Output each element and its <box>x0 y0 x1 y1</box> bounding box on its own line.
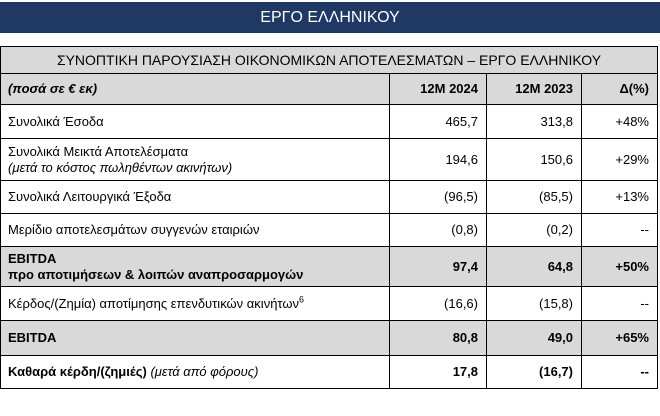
financial-summary-table <box>0 46 658 389</box>
value-2023: (85,5) <box>487 181 582 214</box>
table-header-row <box>1 74 658 105</box>
value-delta: +48% <box>582 105 658 139</box>
value-delta: -- <box>582 356 658 389</box>
row-label: EBITDA <box>8 250 57 266</box>
value-2024: (0,8) <box>390 214 487 247</box>
row-note: (μετά από φόρους) <box>150 364 259 379</box>
row-label: Μερίδιο αποτελεσμάτων συγγενών εταιριών <box>1 214 390 247</box>
value-delta: +29% <box>582 139 658 181</box>
value-delta: -- <box>582 287 658 321</box>
table-row <box>1 105 658 139</box>
value-delta: +65% <box>582 321 658 356</box>
row-label-cell <box>1 287 390 321</box>
table-row <box>1 356 658 389</box>
value-2023: 64,8 <box>487 247 582 287</box>
value-2023: 49,0 <box>487 321 582 356</box>
value-2024: (96,5) <box>390 181 487 214</box>
value-2024: 17,8 <box>390 356 487 389</box>
row-label-cell <box>1 247 390 287</box>
page-banner <box>0 2 660 33</box>
banner-title: ΕΡΓΟ ΕΛΛΗΝΙΚΟΥ <box>260 8 400 26</box>
table-title-row <box>1 47 658 74</box>
value-delta: +13% <box>582 181 658 214</box>
row-label-line2: προ αποτιμήσεων & λοιπών αναπροσαρμογών <box>8 266 304 282</box>
col-2023-header: 12M 2023 <box>487 74 582 105</box>
value-2024: 465,7 <box>390 105 487 139</box>
row-label: EBITDA <box>1 321 390 356</box>
row-label-cell <box>1 356 390 389</box>
value-2023: (16,7) <box>487 356 582 389</box>
table-row <box>1 247 658 287</box>
table-row <box>1 214 658 247</box>
value-2024: 80,8 <box>390 321 487 356</box>
table-row <box>1 321 658 356</box>
row-label: Κέρδος/(Ζημία) αποτίμησης επενδυτικών ακινήτων <box>8 295 300 311</box>
row-label: Συνολικά Έσοδα <box>1 105 390 139</box>
table-row <box>1 287 658 321</box>
row-label-cell <box>1 139 390 181</box>
row-note: (μετά το κόστος πωληθέντων ακινήτων) <box>8 159 233 175</box>
value-2023: 150,6 <box>487 139 582 181</box>
value-2023: 313,8 <box>487 105 582 139</box>
row-label: Συνολικά Μεικτά Αποτελέσματα <box>8 143 189 159</box>
table-row <box>1 181 658 214</box>
row-label: Καθαρά κέρδη/(ζημιές) <box>8 364 147 379</box>
table-title: ΣΥΝΟΠΤΙΚΗ ΠΑΡΟΥΣΙΑΣΗ ΟΙΚΟΝΟΜΙΚΩΝ ΑΠΟΤΕΛΕΣΜΑΤΩΝ – ΕΡΓΟ ΕΛΛΗΝΙΚΟΥ <box>1 47 658 74</box>
value-2024: 97,4 <box>390 247 487 287</box>
value-2023: (0,2) <box>487 214 582 247</box>
value-delta: -- <box>582 214 658 247</box>
unit-header: (ποσά σε € εκ) <box>1 74 390 105</box>
col-delta-header: Δ(%) <box>582 74 658 105</box>
value-2024: (16,6) <box>390 287 487 321</box>
footnote-marker: 6 <box>299 294 305 305</box>
table-row <box>1 139 658 181</box>
value-2023: (15,8) <box>487 287 582 321</box>
value-delta: +50% <box>582 247 658 287</box>
row-label: Συνολικά Λειτουργικά Έξοδα <box>1 181 390 214</box>
value-2024: 194,6 <box>390 139 487 181</box>
col-2024-header: 12M 2024 <box>390 74 487 105</box>
